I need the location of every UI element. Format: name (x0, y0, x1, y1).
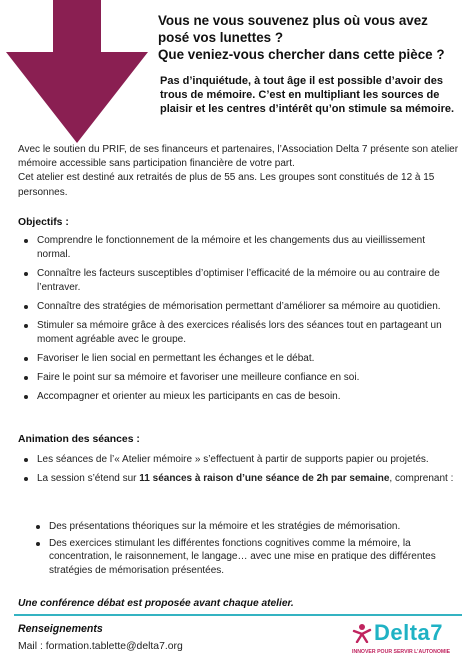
closing-note: Une conférence débat est proposée avant chaque atelier. (18, 598, 294, 609)
list-item: Accompagner et orienter au mieux les participants en cas de besoin. (18, 390, 458, 404)
session-text-before: La session s’étend sur (37, 473, 140, 484)
list-item: Faire le point sur sa mémoire et favoriser une meilleure confiance en soi. (18, 371, 458, 385)
subtitle: Pas d’inquiétude, à tout âge il est possible d’avoir des trous de mémoire. C’est en multipliant les sources de plaisir et les centres d’intérêt qu’on stimule sa mémoire. (160, 75, 455, 116)
list-item: Connaître les facteurs susceptibles d’optimiser l’efficacité de la mémoire ou au contraire de l’entraver. (18, 267, 458, 295)
logo-tagline: INNOVER POUR SERVIR L’AUTONOMIE (352, 649, 451, 655)
list-item: Des présentations théoriques sur la mémoire et les stratégies de mémorisation. (30, 520, 460, 534)
list-item: Stimuler sa mémoire grâce à des exercices réalisés lors des séances tout en partageant un moment agréable avec le groupe. (18, 319, 458, 347)
list-item: Des exercices stimulant les différentes fonctions cognitives comme la mémoire, la concentration, le raisonnement, le langage… avec une mise en pratique des différentes stratégies de mémorisation présentées. (30, 537, 460, 578)
delta7-logo (352, 621, 470, 663)
objectifs-list (18, 234, 458, 409)
headline-line-3: Que veniez-vous chercher dans cette pièce ? (158, 47, 445, 62)
contact-email: Mail : formation.tablette@delta7.org (18, 641, 183, 652)
intro-paragraph-1: Avec le soutien du PRIF, de ses financeurs et partenaires, l’Association Delta 7 présente son atelier mémoire accessible sans participation financière de votre part. (18, 144, 459, 170)
down-arrow-graphic (0, 0, 150, 150)
session-text-bold: 11 séances à raison d’une séance de 2h par semaine (139, 473, 390, 484)
intro-text (18, 143, 464, 200)
animation-list (18, 453, 458, 491)
session-text-after: , comprenant : (389, 473, 454, 484)
list-item: Comprendre le fonctionnement de la mémoire et les changements dus au vieillissement normal. (18, 234, 458, 262)
list-item (18, 472, 458, 486)
list-item: Les séances de l’« Atelier mémoire » s’effectuent à partir de supports papier ou projetés. (18, 453, 458, 467)
headline (158, 12, 470, 63)
intro-paragraph-2: Cet atelier est destiné aux retraités de plus de 55 ans. Les groupes sont constitués de 12 à 15 personnes. (18, 172, 435, 198)
animation-sub-list (30, 520, 460, 580)
headline-line-2: posé vos lunettes ? (158, 30, 284, 45)
objectifs-title: Objectifs : (18, 217, 69, 228)
divider (14, 614, 462, 616)
info-title: Renseignements (18, 623, 103, 635)
person-icon (352, 623, 372, 643)
logo-wordmark: Delta7 (374, 620, 444, 645)
list-item: Connaître des stratégies de mémorisation permettant d’améliorer sa mémoire au quotidien. (18, 300, 458, 314)
list-item: Favoriser le lien social en permettant les échanges et le débat. (18, 352, 458, 366)
animation-title: Animation des séances : (18, 434, 140, 445)
headline-line-1: Vous ne vous souvenez plus où vous avez (158, 13, 428, 28)
